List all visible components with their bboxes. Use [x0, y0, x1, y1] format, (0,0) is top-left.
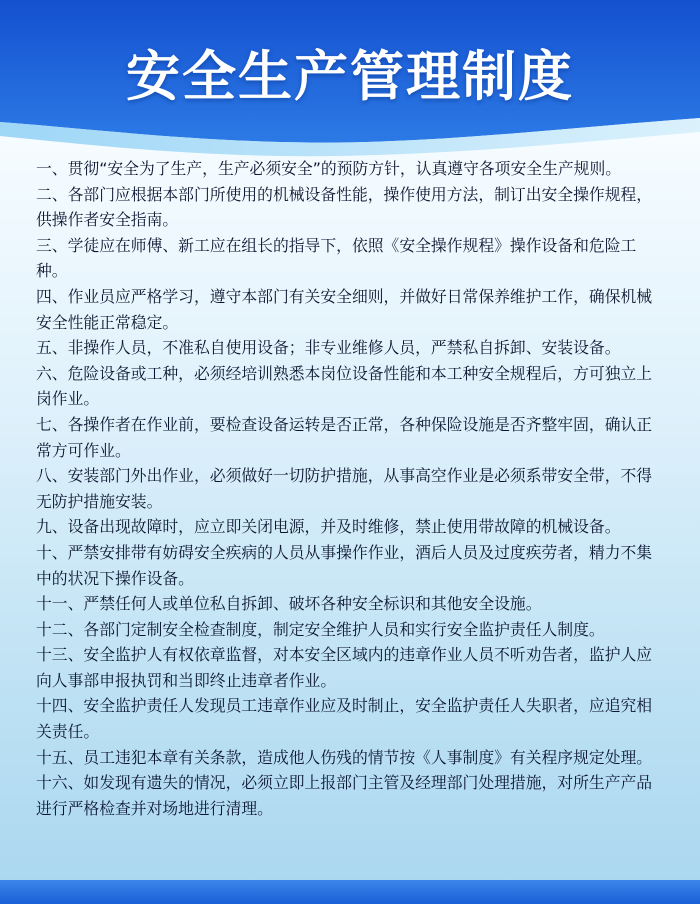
rule-item-10: 十、严禁安排带有妨碍安全疾病的人员从事操作作业，酒后人员及过度疾劳者，精力不集中的状况下操作设备。: [36, 542, 653, 588]
rule-item-9: 九、设备出现故障时，应立即关闭电源，并及时维修，禁止使用带故障的机械设备。: [36, 517, 621, 537]
rule-item-3: 三、学徒应在师傅、新工应在组长的指导下，依照《安全操作规程》操作设备和危险工种。: [36, 235, 637, 281]
rule-item-14: 十四、安全监护责任人发现员工违章作业应及时制止，安全监护责任人失职者，应追究相关责任。: [36, 696, 653, 742]
rule-item-6: 六、危险设备或工种，必须经培训熟悉本岗位设备性能和本工种安全规程后，方可独立上岗作业。: [36, 363, 653, 409]
rule-item-2: 二、各部门应根据本部门所使用的机械设备性能，操作使用方法，制订出安全操作规程，供操作者安全指南。: [36, 184, 653, 230]
rule-item-8: 八、安装部门外出作业，必须做好一切防护措施，从事高空作业是必须系带安全带，不得无防护措施安装。: [36, 466, 653, 511]
rule-item-5: 五、非操作人员，不准私自使用设备；非专业维修人员，严禁私自拆卸、安装设备。: [36, 338, 621, 358]
rule-item-4: 四、作业员应严格学习，遵守本部门有关安全细则，并做好日常保养维护工作，确保机械安全性能正常稳定。: [36, 286, 653, 332]
rule-item-15: 十五、员工违犯本章有关条款，造成他人伤残的情节按《人事制度》有关程序规定处理。: [36, 747, 653, 767]
rule-item-13: 十三、安全监护人有权依章监督，对本安全区域内的违章作业人员不听劝告者，监护人应向人事部申报执罚和当即终止违章者作业。: [36, 645, 653, 690]
rule-item-16: 十六、如发现有遗失的情况，必须立即上报部门主管及经理部门处理措施，对所生产产品进行严格检查并对场地进行清理。: [36, 773, 653, 818]
rules-list: [36, 156, 664, 821]
rule-item-1: 一、贯彻“安全为了生产，生产必须安全”的预防方针，认真遵守各项安全生产规则。: [36, 159, 622, 178]
rule-item-11: 十一、严禁任何人或单位私自拆卸、破坏各种安全标识和其他安全设施。: [36, 594, 542, 614]
page-title: 安全生产管理制度: [126, 45, 574, 108]
footer-band: [0, 880, 700, 904]
rule-item-7: 七、各操作者在作业前，要检查设备运转是否正常，各种保险设施是否齐整牢固，确认正常方可作业。: [36, 414, 653, 460]
rule-item-12: 十二、各部门定制安全检查制度，制定安全维护人员和实行安全监护责任人制度。: [36, 619, 605, 639]
